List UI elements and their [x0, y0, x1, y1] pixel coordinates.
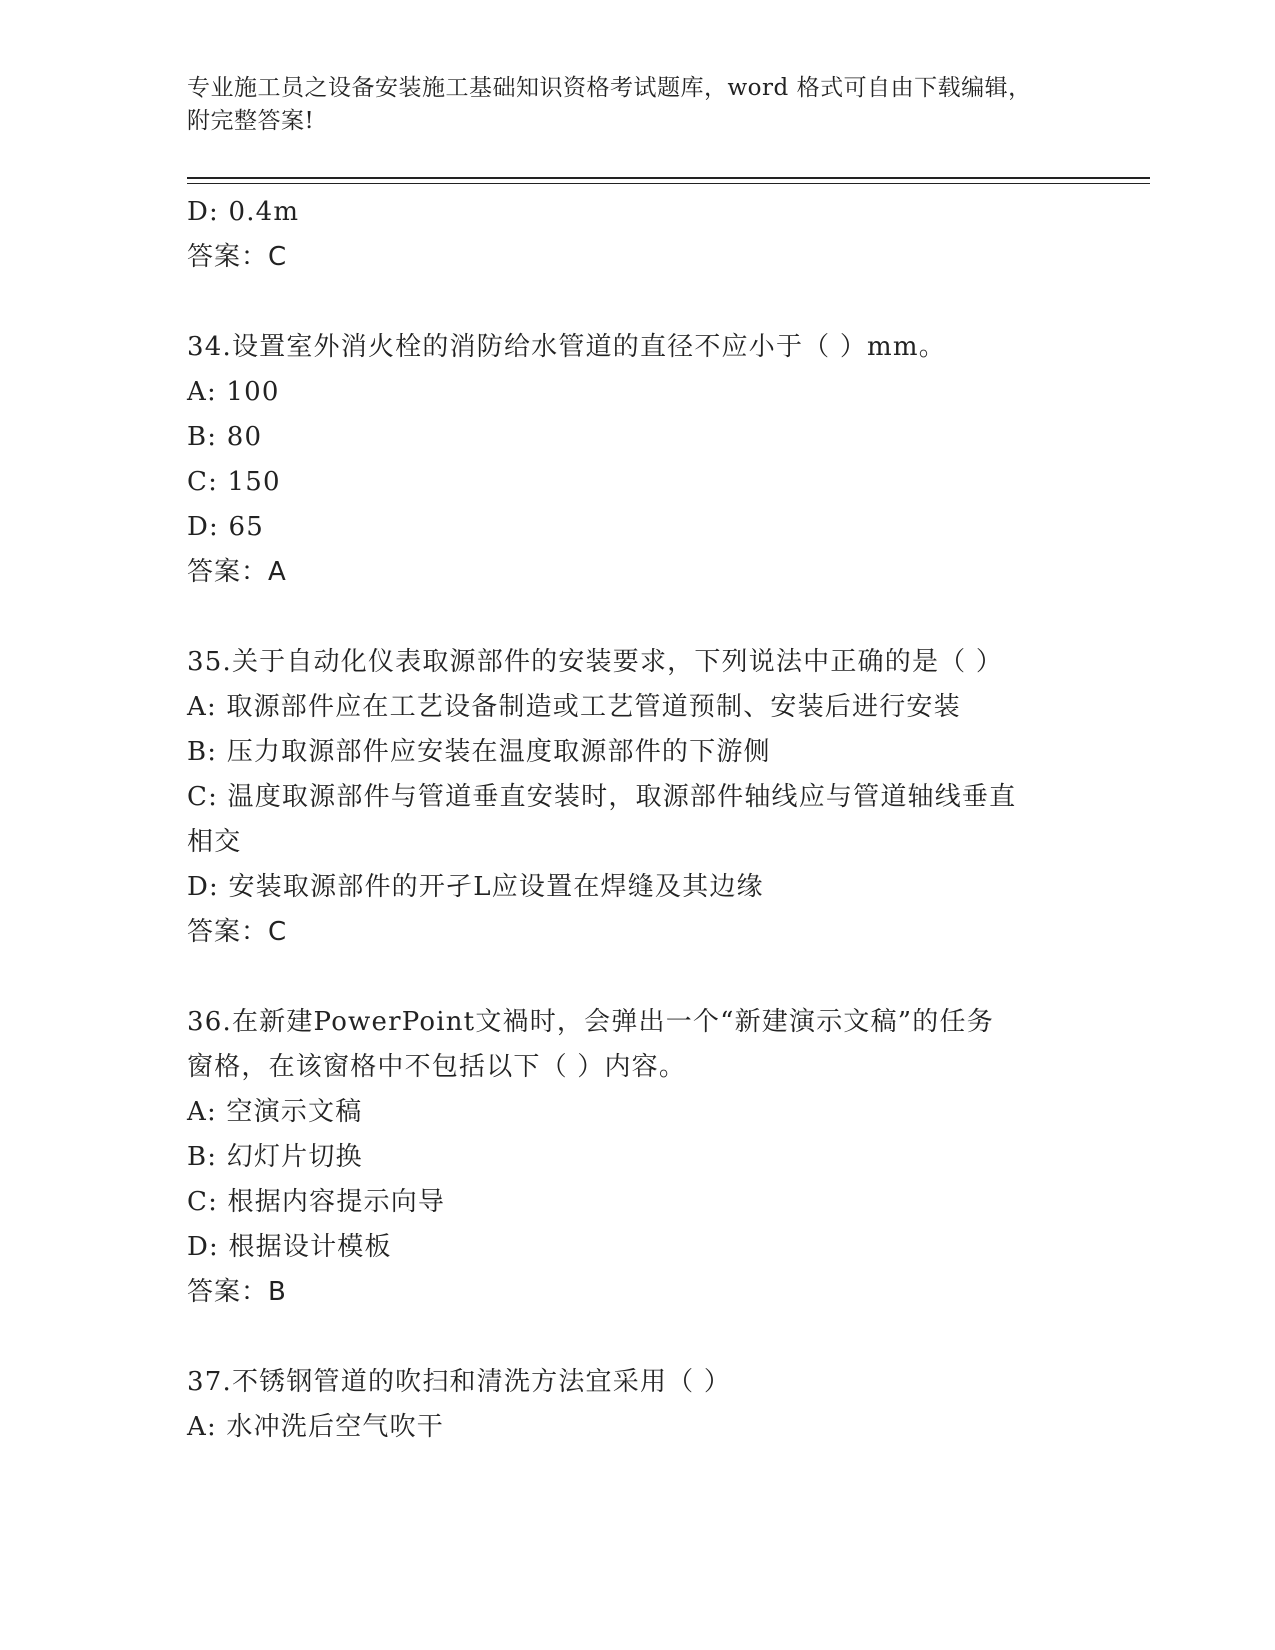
question-36 [187, 1000, 1087, 1315]
question-stem: 34.设置室外消火栓的消防给水管道的直径不应小于（ ）mm。 [187, 332, 946, 362]
option-d: D: 65 [187, 512, 264, 542]
option-b: B: 80 [187, 422, 263, 452]
option-b: B: 压力取源部件应安装在温度取源部件的下游侧 [187, 737, 771, 767]
question-stem-continued: 窗格，在该窗格中不包括以下（ ）内容。 [187, 1052, 687, 1082]
header-line-2: 附完整答案! [187, 108, 315, 134]
answer-line: 答案：C [187, 917, 288, 947]
answer-line: 答案：B [187, 1277, 287, 1307]
option-d: D: 安装取源部件的开孑L应设置在焊缝及其边缘 [187, 872, 764, 902]
question-35 [187, 640, 1087, 955]
option-d: D: 根据设计模板 [187, 1232, 392, 1262]
spacer [187, 955, 1087, 1000]
question-list [187, 190, 1087, 1450]
question-34 [187, 325, 1087, 595]
question-stem: 35.关于自动化仪表取源部件的安装要求，下列说法中正确的是（ ） [187, 647, 1004, 677]
header-line-1: 专业施工员之设备安装施工基础知识资格考试题库，word 格式可自由下载编辑， [187, 75, 1032, 101]
header-rule-thick [187, 177, 1150, 179]
question-stem: 36.在新建PowerPoint文禍时，会弹出一个“新建演示文稿”的任务 [187, 1007, 994, 1037]
spacer [187, 1315, 1087, 1360]
spacer [187, 595, 1087, 640]
option-b: B: 幻灯片切换 [187, 1142, 363, 1172]
option-c: C: 150 [187, 467, 281, 497]
question-stem: 37.不锈钢管道的吹扫和清洗方法宜采用（ ） [187, 1367, 732, 1397]
question-37 [187, 1360, 1087, 1450]
spacer [187, 280, 1087, 325]
option-c: C: 温度取源部件与管道垂直安装时，取源部件轴线应与管道轴线垂直 [187, 782, 1017, 812]
option-a: A: 水冲洗后空气吹干 [187, 1412, 445, 1442]
option-a: A: 100 [187, 377, 280, 407]
option-c-continued: 相交 [187, 827, 242, 857]
answer-line: 答案：C [187, 242, 288, 272]
option-a: A: 取源部件应在工艺设备制造或工艺管道预制、安装后进行安装 [187, 692, 961, 722]
option-d: D: 0.4m [187, 197, 300, 227]
header-rule-thin [187, 183, 1150, 184]
option-a: A: 空演示文稿 [187, 1097, 363, 1127]
option-c: C: 根据内容提示向导 [187, 1187, 446, 1217]
question-33-tail [187, 190, 1087, 280]
answer-line: 答案：A [187, 557, 287, 587]
document-header [187, 72, 1087, 138]
